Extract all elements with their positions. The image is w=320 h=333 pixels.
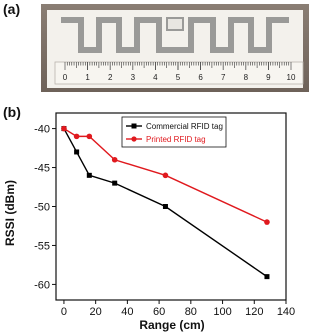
x-tick-label: 140 (276, 306, 296, 318)
ruler-number: 4 (153, 73, 158, 82)
data-point (61, 126, 67, 132)
ruler-number: 6 (198, 73, 203, 82)
ruler-number: 7 (220, 73, 226, 82)
data-point (163, 204, 168, 209)
panel-label-a: (a) (3, 1, 21, 17)
ruler-number: 3 (130, 73, 136, 82)
data-point (264, 274, 269, 279)
x-tick-label: 100 (213, 306, 232, 318)
data-point (112, 181, 117, 186)
data-point (87, 173, 92, 178)
data-point (87, 134, 93, 140)
y-tick-label: -50 (34, 201, 50, 214)
series-line-1 (64, 129, 267, 277)
y-tick-label: -55 (34, 240, 50, 253)
panel-label-b: (b) (3, 104, 21, 120)
legend-marker (131, 136, 136, 141)
y-tick-label: -60 (34, 279, 50, 292)
data-point (163, 173, 169, 179)
ruler-number: 9 (266, 73, 271, 82)
data-point (74, 134, 80, 140)
legend-marker (132, 124, 137, 129)
x-tick-label: 60 (152, 306, 166, 318)
ruler-number: 10 (286, 73, 296, 82)
legend-label: Commercial RFID tag (146, 122, 223, 131)
x-tick-label: 40 (121, 306, 134, 318)
data-point (264, 219, 270, 225)
ruler-number: 8 (243, 73, 249, 82)
x-axis-label: Range (cm) (139, 318, 205, 332)
y-axis-label: RSSI (dBm) (3, 180, 17, 246)
x-tick-label: 120 (245, 306, 264, 318)
data-point (112, 157, 118, 163)
legend-label: Printed RFID tag (146, 135, 206, 144)
ruler-number: 1 (85, 73, 90, 82)
y-tick-label: -45 (34, 162, 50, 175)
x-tick-label: 0 (60, 306, 67, 318)
y-tick-label: -40 (34, 123, 50, 136)
ruler-number: 2 (107, 73, 113, 82)
data-point (74, 149, 79, 154)
x-tick-label: 20 (89, 306, 102, 318)
ruler-number: 0 (62, 73, 68, 82)
ruler-number: 5 (175, 73, 181, 82)
x-tick-label: 80 (184, 306, 197, 318)
